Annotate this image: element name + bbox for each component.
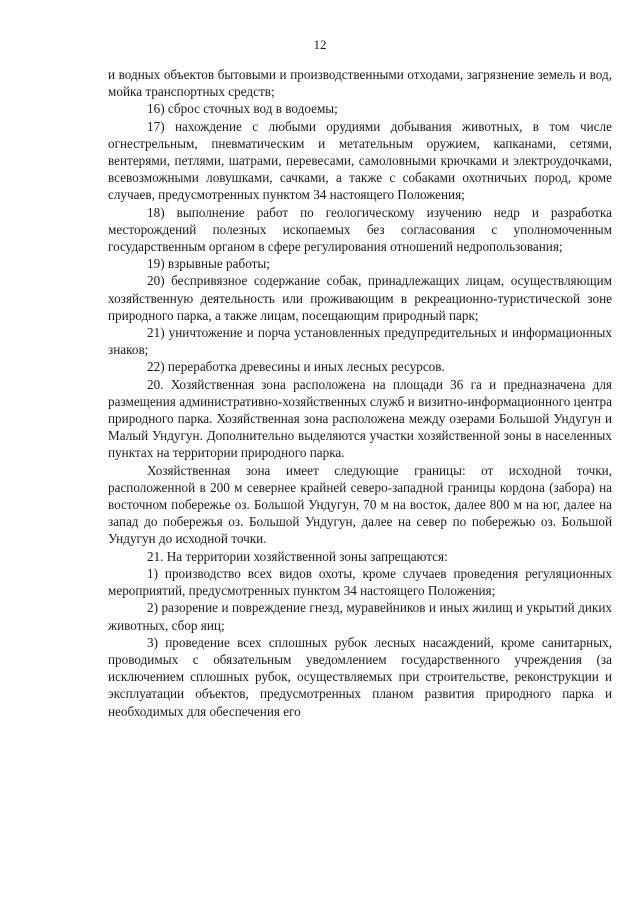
page-number: 12 bbox=[313, 37, 327, 52]
document-body bbox=[108, 66, 612, 720]
list-item-18: 18) выполнение работ по геологическому изучению недр и разработка месторождений полезных ископаемых без согласования с уполномоченным государственным органом в сфере регулирования отношений недропользования; bbox=[108, 204, 612, 255]
list-item-21: 21) уничтожение и порча установленных предупредительных и информационных знаков; bbox=[108, 325, 612, 358]
prohibition-item-1: 1) производство всех видов охоты, кроме случаев проведения регуляционных мероприятий, предусмотренных пунктом 34 настоящего Положения; bbox=[108, 565, 612, 599]
boundaries-paragraph: Хозяйственная зона имеет следующие границы: от исходной точки, расположенной в 200 м севернее крайней северо-западной границы кордона (забора) на восточном побережье оз. Большой Ундугун, 70 м на восток, далее 800 м на юг, далее на запад до побережья оз. Большой Ундугун, далее на север по побережью оз. Большой Ундугун до исходной точки. bbox=[108, 462, 612, 547]
section-20-paragraph: 20. Хозяйственная зона расположена на площади 36 га и предназначена для размещения административно-хозяйственных служб и визитно-информационного центра природного парка. Хозяйственная зона расположена между озерами Большой Ундугун и Малый Ундугун. Дополнительно выделяются участки хозяйственной зоны в населенных пунктах на территории природного парка. bbox=[108, 376, 612, 461]
section-21-heading: 21. На территории хозяйственной зоны запрещаются: bbox=[147, 548, 448, 564]
prohibition-item-2: 2) разорение и повреждение гнезд, муравейников и иных жилищ и укрытий диких животных, сбор яиц; bbox=[108, 600, 612, 633]
prohibition-item-3: 3) проведение всех сплошных рубок лесных насаждений, кроме санитарных, проводимых с обязательным уведомлением государственного учреждения (за исключением сплошных рубок, осуществляемых при строительстве, реконструкции и эксплуатации объектов, предусмотренных планом развития природного парка и необходимых для обеспечения его bbox=[108, 634, 612, 719]
paragraph-continuation: и водных объектов бытовыми и производственными отходами, загрязнение земель и вод, мойка транспортных средств; bbox=[108, 67, 612, 100]
list-item-20: 20) беспривязное содержание собак, принадлежащих лицам, осуществляющим хозяйственную деятельность или проживающим в рекреационно-туристической зоне природного парка, а также лицам, посещающим природный парк; bbox=[108, 273, 612, 323]
list-item-19: 19) взрывные работы; bbox=[147, 256, 270, 272]
list-item-17: 17) нахождение с любыми орудиями добывания животных, в том числе огнестрельным, пневматическим и метательным оружием, капканами, сетями, вентерями, петлями, шатрами, перевесами, самоловными крючками и электроудочками, всевозможными ловушками, сачками, а также с собаками охотничьих пород, кроме случаев, предусмотренных пунктом 34 настоящего Положения; bbox=[108, 118, 612, 203]
list-item-16: 16) сброс сточных вод в водоемы; bbox=[147, 101, 338, 117]
list-item-22: 22) переработка древесины и иных лесных ресурсов. bbox=[147, 359, 445, 375]
